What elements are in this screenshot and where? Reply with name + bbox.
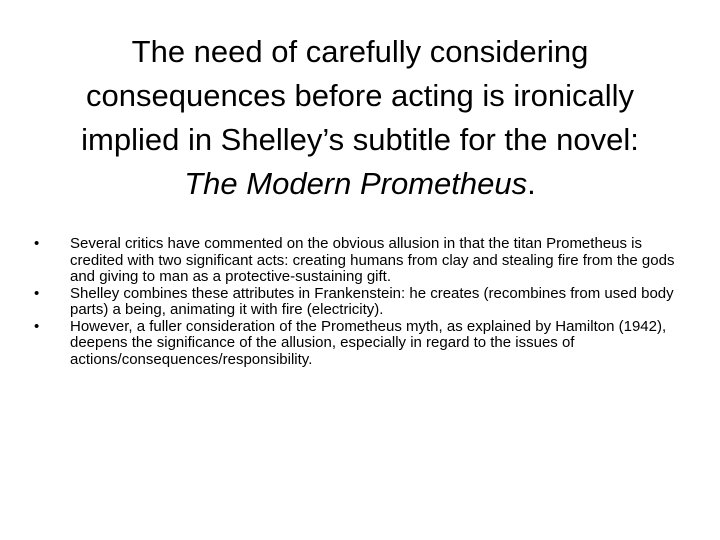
bullet-icon: • [34,317,40,335]
bullet-icon: • [34,284,40,302]
title-line-3: implied in Shelley’s subtitle for the novel: [81,122,639,157]
bullet-list [34,236,684,368]
bullet-text: However, a fuller consideration of the Prometheus myth, as explained by Hamilton (1942), deepens the significance of the allusion, especially in regard to the issues of actions/consequences/responsibility. [70,317,667,368]
title-line-4 [40,162,680,206]
title-italic-subtitle: The Modern Prometheus [184,166,528,201]
slide-title [40,30,680,206]
title-period: . [527,166,536,201]
title-line-2: consequences before acting is ironically [86,78,634,113]
title-line-1: The need of carefully considering [131,34,589,69]
bullet-icon: • [34,235,40,252]
list-item [34,286,684,319]
bullet-text: Several critics have commented on the obvious allusion in that the titan Prometheus is credited with two significant acts: creating humans from clay and stealing fire from the gods and giving to man as a protective-sustaining gift. [70,235,675,285]
bullet-text: Shelley combines these attributes in Frankenstein: he creates (recombines from used body parts) a being, animating it with fire (electricity). [70,284,674,318]
list-item [34,319,684,369]
list-item [34,236,684,286]
